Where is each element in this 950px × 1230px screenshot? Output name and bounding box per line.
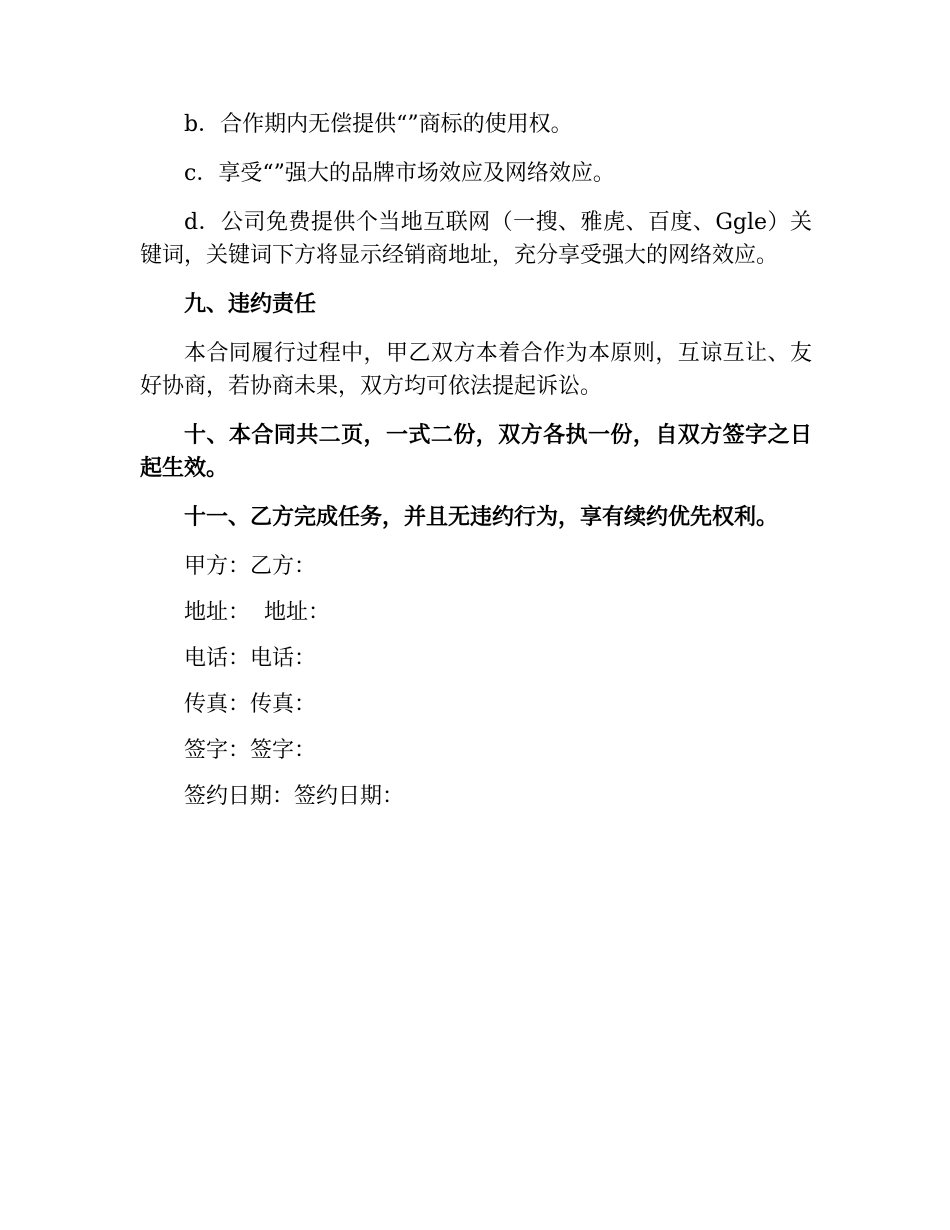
signature-sign-line: 签字：签字： (184, 738, 317, 763)
clause-d: d．公司免费提供个当地互联网（一搜、雅虎、百度、Ggle）关键词，关键词下方将显示经销商地址，充分享受强大的网络效应。 (140, 210, 812, 268)
signature-address-line: 地址： 地址： (184, 600, 330, 625)
signature-fax-line: 传真：传真： (184, 692, 317, 717)
signature-phone-line: 电话：电话： (184, 646, 317, 671)
signature-block (140, 550, 812, 813)
document-page (140, 108, 812, 826)
signature-party-line: 甲方：乙方： (184, 554, 317, 579)
section-ten: 十、本合同共二页，一式二份，双方各执一份，自双方签字之日起生效。 (140, 422, 812, 481)
section-nine-title: 九、违约责任 (184, 291, 317, 317)
signature-date-line: 签约日期：签约日期： (184, 784, 405, 809)
clause-c: c．享受“”强大的品牌市场效应及网络效应。 (184, 161, 615, 186)
section-eleven: 十一、乙方完成任务，并且无违约行为，享有续约优先权利。 (184, 504, 779, 530)
section-nine-body: 本合同履行过程中，甲乙双方本着合作为本原则，互谅互让、友好协商，若协商未果，双方均可依法提起诉讼。 (140, 341, 812, 399)
clause-b: b．合作期内无偿提供“”商标的使用权。 (184, 112, 573, 137)
